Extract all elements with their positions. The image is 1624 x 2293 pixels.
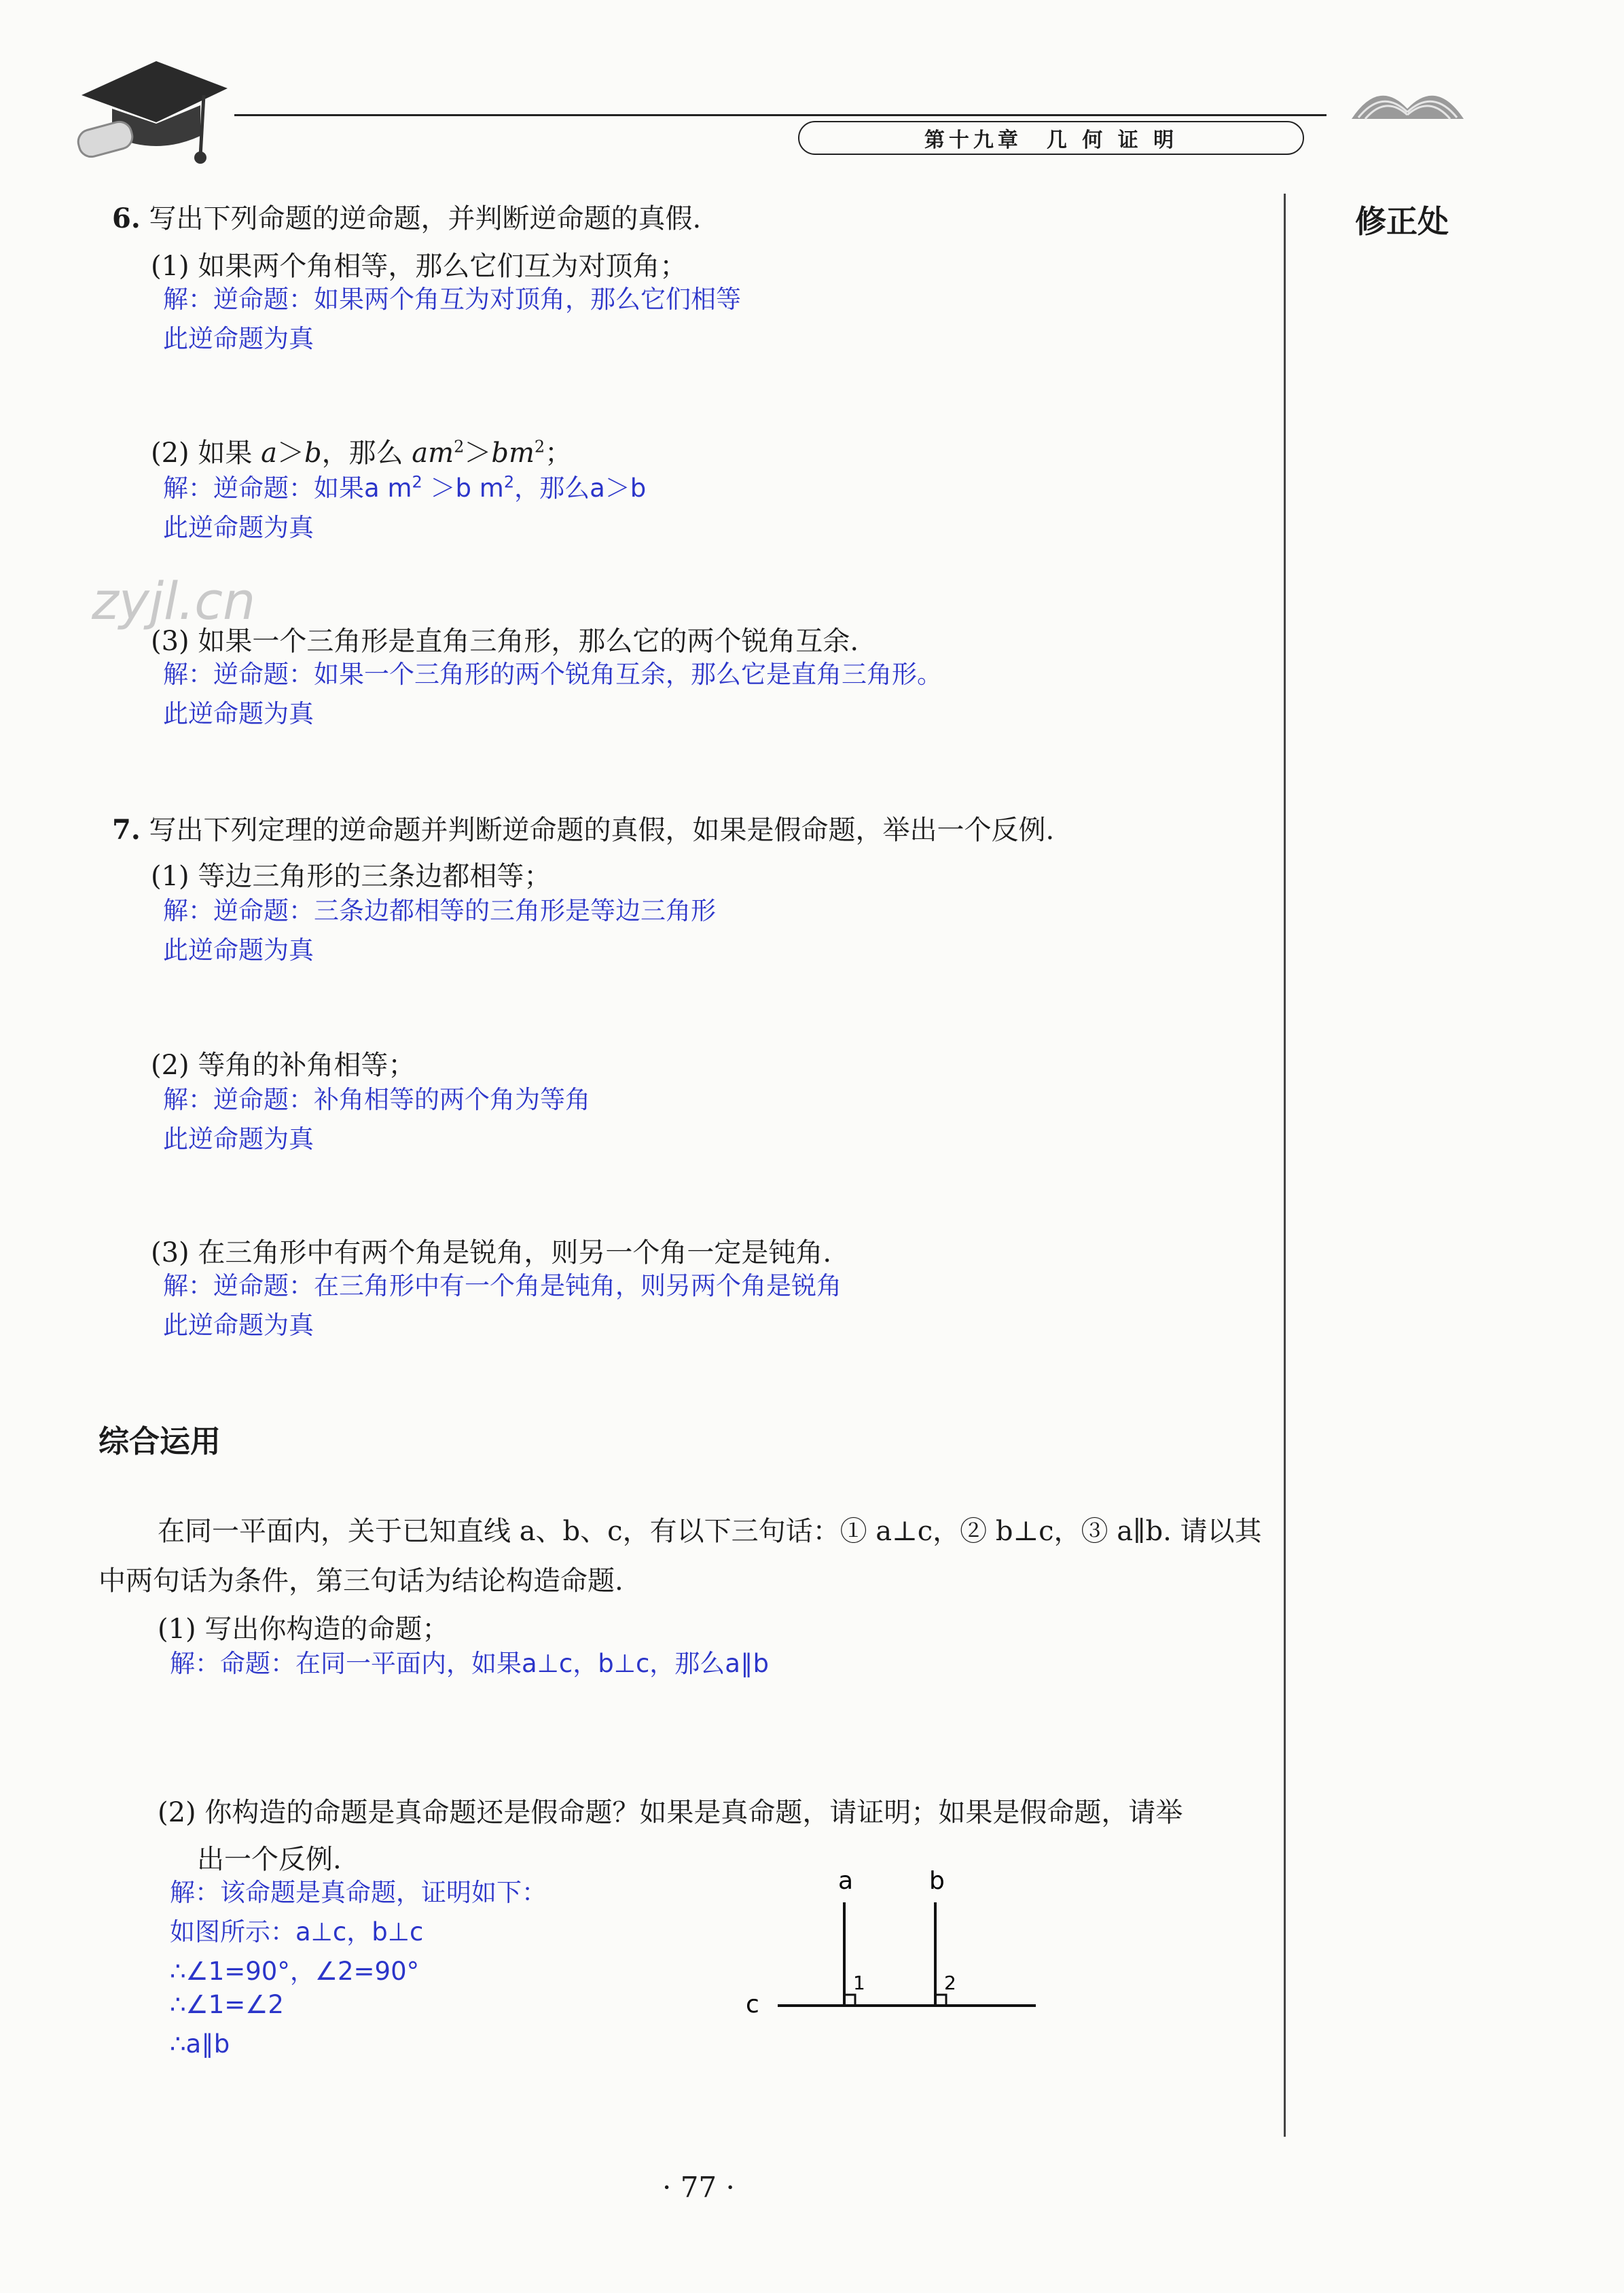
q8-stem-line2: 中两句话为条件，第三句话为结论构造命题. xyxy=(98,1565,624,1597)
question-6 xyxy=(112,197,701,236)
right-angle-mark xyxy=(844,1995,855,2006)
q7-part3-answer: 解：逆命题：在三角形中有一个角是钝角，则另两个角是锐角 xyxy=(163,1271,842,1300)
text: (2) 如果 xyxy=(151,438,261,469)
q7-part2: (2) 等角的补角相等； xyxy=(151,1050,416,1081)
q7-part1-answer: 解：逆命题：三条边都相等的三角形是等边三角形 xyxy=(163,896,716,925)
question-7 xyxy=(112,808,1054,847)
perpendicular-lines-figure xyxy=(734,1862,1060,2018)
var-m: m xyxy=(479,474,504,503)
label-angle-1: 1 xyxy=(853,1972,865,1994)
q8-stem-line1: 在同一平面内，关于已知直线 a、b、c，有以下三句话：① a⊥c，② b⊥c，③ a∥b. 请以其 xyxy=(158,1516,1262,1547)
q6-part1-answer: 解：逆命题：如果两个角互为对顶角，那么它们相等 xyxy=(163,285,741,314)
q6-part1: (1) 如果两个角相等，那么它们互为对顶角； xyxy=(151,251,687,282)
proof-line: ∴∠1=∠2 xyxy=(170,1990,284,2019)
watermark: zyjl.cn xyxy=(92,571,256,631)
exponent: 2 xyxy=(454,437,465,457)
q8-part1-answer: 解：命题：在同一平面内，如果a⊥c，b⊥c，那么a∥b xyxy=(170,1649,769,1678)
q6-part3: (3) 如果一个三角形是直角三角形，那么它的两个锐角互余. xyxy=(151,626,859,657)
header-line xyxy=(234,114,1327,116)
q7-part2-answer: 解：逆命题：补角相等的两个角为等角 xyxy=(163,1085,590,1114)
var-am: am xyxy=(412,438,454,469)
q6-part3-answer: 解：逆命题：如果一个三角形的两个锐角互余，那么它是直角三角形。 xyxy=(163,660,942,689)
question-number: 6. xyxy=(112,202,141,234)
text: ＞b xyxy=(422,474,480,503)
page-number: · 77 · xyxy=(662,2171,735,2204)
graduation-cap-icon xyxy=(75,48,231,166)
margin-divider xyxy=(1284,194,1286,2137)
chapter-title: 第十九章 几 何 证 明 xyxy=(798,121,1304,155)
gt: ＞ xyxy=(464,438,492,469)
exponent: 2 xyxy=(412,472,422,492)
q7-part1-conclusion: 此逆命题为真 xyxy=(163,936,314,965)
margin-title: 修正处 xyxy=(1355,203,1449,240)
proof-line: ∴∠1=90°，∠2=90° xyxy=(170,1957,420,1986)
q7-part3-conclusion: 此逆命题为真 xyxy=(163,1311,314,1340)
label-a: a xyxy=(838,1867,854,1895)
question-text: 写出下列命题的逆命题，并判断逆命题的真假. xyxy=(149,203,702,234)
exponent: 2 xyxy=(534,437,545,457)
section-heading: 综合运用 xyxy=(98,1423,221,1459)
text: ，那么a＞b xyxy=(514,474,647,503)
gt: ＞ xyxy=(276,438,304,469)
q7-part2-conclusion: 此逆命题为真 xyxy=(163,1124,314,1154)
label-b: b xyxy=(929,1867,945,1895)
q6-part2 xyxy=(151,431,572,470)
q7-part1: (1) 等边三角形的三条边都相等； xyxy=(151,861,552,892)
var-a: a xyxy=(261,438,277,469)
q8-part2: (2) 你构造的命题是真命题还是假命题？如果是真命题，请证明；如果是假命题，请举 xyxy=(158,1797,1183,1828)
q6-part2-conclusion: 此逆命题为真 xyxy=(163,513,314,542)
question-number: 7. xyxy=(112,814,141,846)
open-book-icon xyxy=(1348,71,1467,126)
proof-line: 解：该命题是真命题，证明如下： xyxy=(170,1878,547,1907)
q8-part2-line2: 出一个反例. xyxy=(197,1844,342,1875)
text: ； xyxy=(545,438,573,469)
question-text: 写出下列定理的逆命题并判断逆命题的真假，如果是假命题，举出一个反例. xyxy=(149,815,1055,846)
proof-line: ∴a∥b xyxy=(170,2029,230,2059)
q6-part2-answer xyxy=(163,467,646,504)
text: 解：逆命题：如果a xyxy=(163,474,388,503)
q6-part1-conclusion: 此逆命题为真 xyxy=(163,324,314,353)
q7-part3: (3) 在三角形中有两个角是锐角，则另一个角一定是钝角. xyxy=(151,1237,832,1268)
text: ，那么 xyxy=(321,438,412,469)
var-bm: bm xyxy=(491,438,535,469)
var-b: b xyxy=(304,438,322,469)
exponent: 2 xyxy=(503,472,515,492)
var-m: m xyxy=(387,474,412,503)
right-angle-mark xyxy=(935,1995,946,2006)
q6-part3-conclusion: 此逆命题为真 xyxy=(163,699,314,728)
q8-part1: (1) 写出你构造的命题； xyxy=(158,1614,450,1645)
label-c: c xyxy=(746,1991,759,2018)
proof-line: 如图所示：a⊥c，b⊥c xyxy=(170,1917,424,1947)
label-angle-2: 2 xyxy=(944,1972,956,1994)
